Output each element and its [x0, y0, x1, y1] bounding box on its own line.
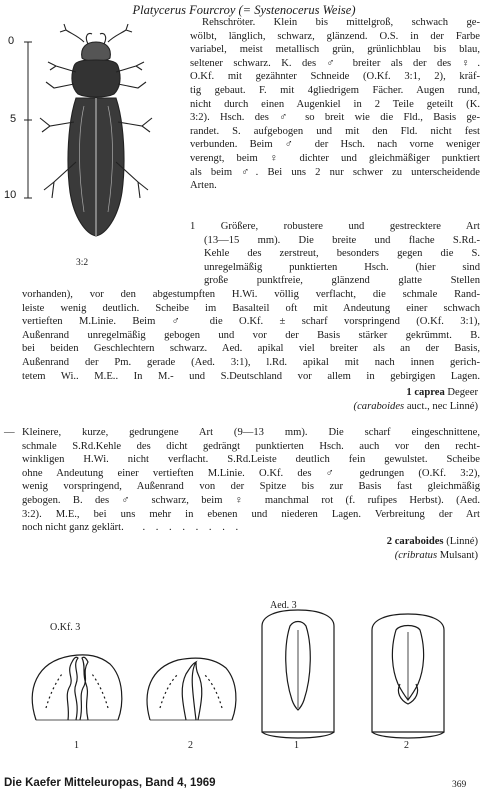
couplet-2-line: Kleinere, kurze, gedrungene Art (9—13 mm). Die scharf eingeschnittene, [22, 427, 480, 438]
page-number: 369 [452, 780, 467, 790]
genus-author: Fourcroy [189, 3, 236, 17]
synonym-genus: (= Systenocerus [238, 3, 320, 17]
leader-dots: . . . . . . . . [142, 522, 243, 534]
footer-source: Die Kaefer Mitteleuropas, Band 4, 1969 [4, 777, 216, 789]
intro-line: verengt, beim ♀ dichter und gleichmäßiger punktiert [190, 152, 480, 164]
species-2-entry [22, 535, 478, 562]
couplet-2-last-line [22, 521, 480, 535]
species-1-synonym [22, 400, 478, 414]
species-2-synonym [22, 549, 478, 563]
intro-line: tig gebaut. F. mit 4gliedrigem Fächer. Augen rund, [190, 84, 480, 96]
intro-line: als beim ♂. Bei uns 2 nur schwer zu unterscheidende [190, 166, 480, 178]
couplet-1-line: Kehle des zerstreut, besonders gegen die S. [204, 248, 480, 260]
species-2-author: (Linné) [446, 536, 478, 547]
couplet-1-line: Außenrand der Pm. gerade (Aed. 3:1), l.Rd. apikal mit nach innen gerich- [22, 356, 480, 368]
beetle-illustration [26, 22, 166, 258]
intro-line: wölbt, länglich, schwarz, glänzend. O.S. in der Farbe [190, 30, 480, 42]
anatomy-figures [0, 600, 488, 750]
couplet-2 [22, 426, 480, 535]
species-1-number: 1 [406, 387, 412, 398]
okf-2-drawing [147, 658, 236, 720]
scale-tick-5: 5 [10, 113, 17, 125]
species-1-name: caprea [414, 387, 445, 398]
beetle-icon [26, 22, 166, 258]
couplet-1-wide [22, 288, 480, 383]
okf-1-drawing [32, 655, 121, 720]
couplet-2-dash: — [4, 427, 15, 438]
scale-tick-10: 10 [4, 189, 17, 201]
aed-figure-label: Aed. 3 [270, 600, 297, 611]
intro-line: 3:2). Hsch. des ♂ so breit wie die Fld., Basis ge- [190, 112, 480, 124]
intro-line: seltener schwarz. K. des ♂ breiter als der des ♀. [190, 57, 480, 69]
couplet-1-line: große punktfreie, glänzend glatte Stellen [204, 275, 480, 287]
genus-name: Platycerus [132, 3, 186, 17]
species-1-entry [22, 386, 478, 413]
aed-2-drawing [372, 614, 444, 738]
okf-2-number: 2 [188, 740, 193, 751]
couplet-1-line: bei beiden Geschlechtern schwarz. Aed. apikal viel breiter als an der Basis, [22, 343, 480, 355]
couplet-1-narrow [190, 220, 480, 288]
couplet-1-line: tetem Wi.. M.E.. In M.- und S.Deutschland vor allem in gebirgigen Lagen. [22, 370, 480, 382]
aed-1-drawing [262, 610, 334, 738]
aed-1-number: 1 [294, 740, 299, 751]
species-1-syn-author: auct., nec Linné) [406, 400, 478, 412]
couplet-1-line: vorhanden), vor den abgestumpften H.Wi. völlig verflacht, die schmale Rand- [22, 289, 480, 300]
couplet-1-line: leiste wenig deutlich. Scheibe im Basalteil oft mit Andeutung einer schwach [22, 302, 480, 314]
couplet-1-line: unregelmäßig punktierten Hsch. (hier sind [204, 261, 480, 273]
species-2-name: caraboides [394, 536, 444, 547]
intro-line: Arten. [190, 180, 217, 192]
couplet-1-line: vertieften M.Linie. Beim ♂ die O.Kf. ± scharf vorspringend (O.Kf. 3:1), [22, 316, 480, 328]
intro-line: verbunden. Beim ♂ der Hsch. nach vorne weniger [190, 139, 480, 151]
species-1-syn-name: (caraboides [353, 400, 405, 412]
okf-1-number: 1 [74, 740, 79, 751]
species-2-number: 2 [386, 536, 393, 547]
beetle-caption: 3:2 [76, 258, 89, 268]
couplet-1-line: (13—15 mm). Die breite und flache S.Rd.- [204, 234, 480, 246]
couplet-2-line: schmale S.Rd.Kehle des dicht gedrängt punktierten Hsch. auch vor den recht- [22, 440, 480, 452]
couplet-2-line: ohne Andeutung einer vertieften M.Linie. O.Kf. des ♂ gedrungen (O.Kf. 3:2), [22, 467, 480, 479]
species-1-author: Degeer [447, 387, 478, 398]
intro-paragraph [190, 16, 480, 193]
aed-2-number: 2 [404, 740, 409, 751]
couplet-1-line: 1 Größere, robustere und gestrecktere Art [190, 221, 480, 232]
intro-line: O.Kf. mit gezähnter Schneide (O.Kf. 3:1, 2), kräf- [190, 71, 480, 83]
couplet-2-line: 3:2). M.E., bei uns mehr in ebenen und niederen Lagen. Verbreitung der Art [22, 508, 480, 520]
okf-figure-label: O.Kf. 3 [50, 622, 81, 633]
species-2-syn-name: (cribratus [394, 549, 438, 561]
intro-line: randet. S. aufgebogen und mit den Fld. nicht fest [190, 125, 480, 137]
intro-line: variabel, meist metallisch grün, grünlichblau bis blau, [190, 44, 480, 56]
species-2-syn-author: Mulsant) [439, 549, 478, 561]
intro-line: nicht durch einen Augenkiel in 2 Teile geteilt (K. [190, 98, 480, 110]
scale-tick-0: 0 [8, 35, 15, 47]
couplet-2-line: wenig vorspringend, Außenrand von der Spitze bis zur Basis fast gleichmäßig [22, 481, 480, 493]
species-2-line [22, 535, 478, 549]
species-1-line [22, 386, 478, 400]
couplet-2-last-text: noch nicht ganz geklärt. [22, 522, 124, 534]
couplet-2-line: gebogen. B. des ♂ schwarz, beim ♀ manchmal rot (f. rufipes Herbst). (Aed. [22, 494, 480, 506]
intro-line: Rehschröter. Klein bis mittelgroß, schwach ge- [202, 17, 480, 28]
couplet-1-line: Außenrand unregelmäßig gebogen und vor der Basis stärker gekrümmt. B. [22, 329, 480, 341]
synonym-author: Weise) [322, 3, 356, 17]
couplet-2-line: winkligen H.Wi. nicht verflacht. S.Rd.Leiste deutlich fein gewulstet. Scheibe [22, 454, 480, 466]
